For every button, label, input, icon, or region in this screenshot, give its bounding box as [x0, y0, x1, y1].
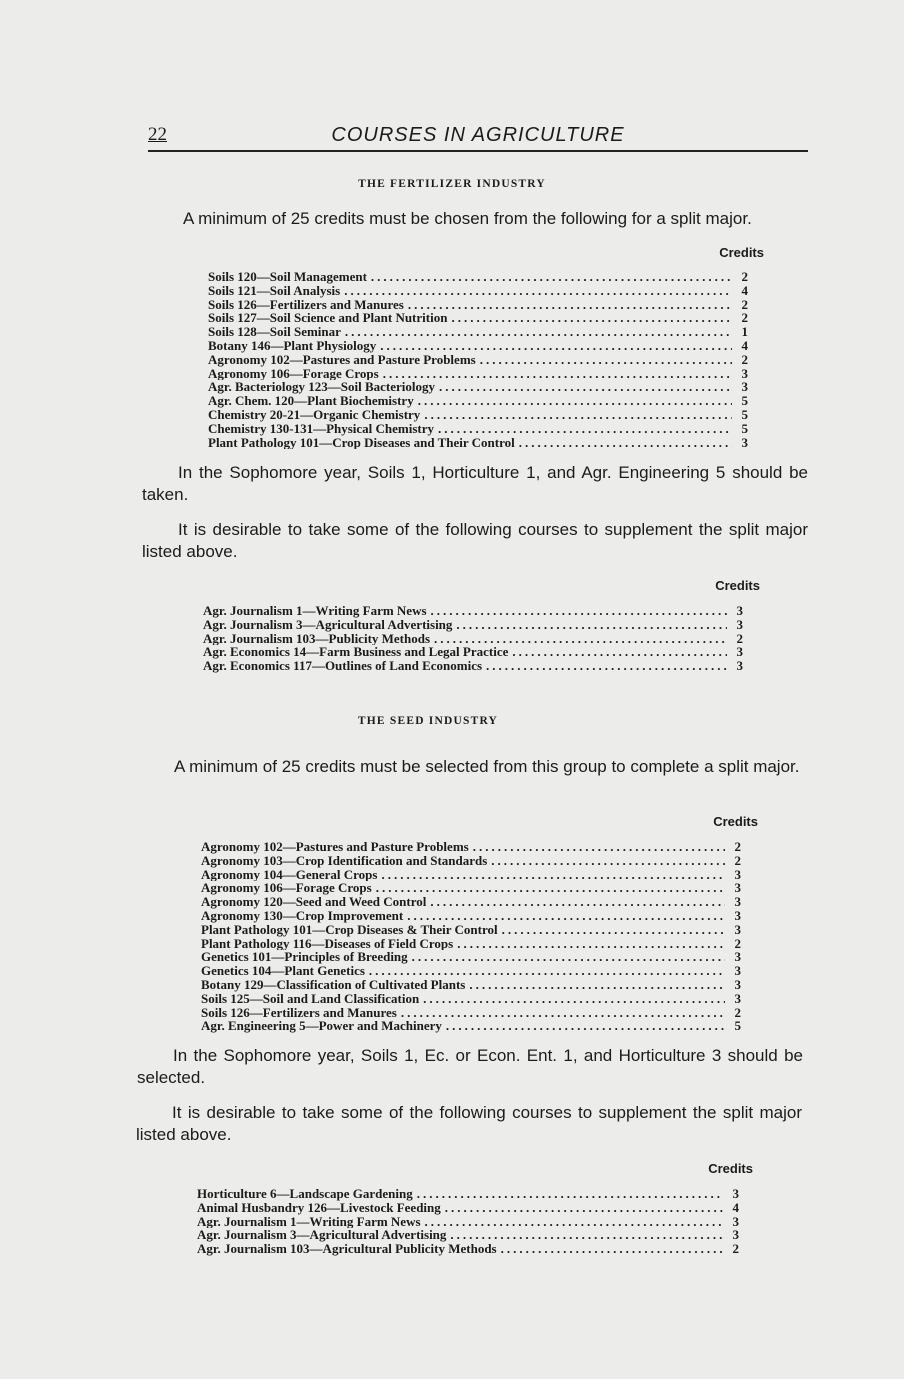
course-name: Horticulture 6—Landscape Gardening	[197, 1187, 413, 1201]
course-name: Agronomy 106—Forage Crops	[208, 366, 379, 381]
course-name: Animal Husbandry 126—Livestock Feeding	[197, 1200, 441, 1215]
course-row	[201, 964, 741, 978]
course-credits: 2	[734, 936, 741, 951]
dot-leader	[407, 909, 725, 923]
course-credits: 3	[734, 881, 741, 896]
course-credits: 2	[736, 631, 743, 646]
dot-leader	[425, 1215, 723, 1229]
course-credits: 3	[741, 435, 748, 450]
course-credits: 2	[732, 1242, 739, 1256]
seed-sophomore-note: In the Sophomore year, Soils 1, Ec. or Econ. Ent. 1, and Horticulture 3 should be selected.	[137, 1046, 803, 1087]
dot-leader	[383, 367, 732, 381]
course-credits: 5	[741, 421, 748, 436]
course-credits: 5	[741, 394, 748, 408]
course-row	[208, 339, 748, 353]
course-row	[208, 270, 748, 284]
dot-leader	[408, 298, 732, 312]
course-row	[208, 284, 748, 298]
course-credits: 3	[734, 867, 741, 882]
course-name: Soils 127—Soil Science and Plant Nutrition	[208, 311, 448, 326]
course-name: Genetics 101—Principles of Breeding	[201, 950, 408, 965]
course-name: Agr. Economics 117—Outlines of Land Economics	[203, 659, 483, 673]
dot-leader	[456, 618, 727, 632]
course-credits: 3	[741, 366, 748, 381]
course-row	[208, 353, 748, 367]
course-row	[197, 1242, 739, 1256]
course-row	[203, 604, 743, 618]
course-name: Soils 128—Soil Seminar	[208, 325, 341, 339]
fertilizer-supplement-list	[203, 604, 743, 673]
dot-leader	[424, 408, 732, 422]
course-name: Agr. Bacteriology 123—Soil Bacteriology	[208, 380, 435, 395]
course-name: Agr. Engineering 5—Power and Machinery	[201, 1019, 442, 1034]
dot-leader	[431, 604, 727, 618]
running-title: COURSES IN AGRICULTURE	[331, 124, 625, 146]
course-name: Plant Pathology 101—Crop Diseases & Their Control	[201, 922, 498, 937]
seed-section-title: THE SEED INDUSTRY	[357, 715, 499, 727]
course-credits: 4	[732, 1200, 739, 1215]
course-name: Agronomy 104—General Crops	[201, 867, 378, 882]
course-credits: 3	[736, 645, 743, 660]
dot-leader	[369, 964, 725, 978]
seed-supplement-list	[197, 1187, 739, 1256]
course-credits: 3	[732, 1228, 739, 1243]
course-name: Agronomy 103—Crop Identification and Standards	[201, 853, 488, 868]
seed-intro: A minimum of 25 credits must be selected from this group to complete a split major.	[174, 757, 800, 776]
dot-leader	[451, 311, 732, 325]
course-row	[203, 632, 743, 646]
course-name: Genetics 104—Plant Genetics	[201, 964, 365, 978]
course-name: Agronomy 102—Pastures and Pasture Problems	[208, 352, 476, 367]
fertilizer-course-list	[208, 270, 748, 449]
dot-leader	[519, 436, 732, 450]
page-number: 22	[148, 124, 167, 145]
course-row	[201, 909, 741, 923]
dot-leader	[371, 270, 732, 284]
course-row	[201, 978, 741, 992]
course-credits: 3	[736, 604, 743, 618]
course-credits: 5	[734, 1019, 741, 1034]
course-name: Botany 129—Classification of Cultivated Plants	[201, 977, 466, 992]
dot-leader	[491, 854, 725, 868]
course-row	[201, 950, 741, 964]
dot-leader	[469, 978, 725, 992]
dot-leader	[445, 1201, 723, 1215]
course-credits: 3	[734, 964, 741, 978]
course-name: Agronomy 106—Forage Crops	[201, 881, 372, 896]
dot-leader	[502, 923, 725, 937]
dot-leader	[486, 659, 727, 673]
course-name: Agr. Journalism 103—Publicity Methods	[203, 631, 431, 646]
course-credits: 2	[741, 352, 748, 367]
course-row	[197, 1201, 739, 1215]
course-name: Agr. Economics 14—Farm Business and Legal Practice	[203, 645, 509, 660]
dot-leader	[480, 353, 732, 367]
dot-leader	[412, 950, 725, 964]
course-name: Agr. Journalism 3—Agricultural Advertising	[197, 1228, 447, 1243]
course-name: Agr. Journalism 103—Agricultural Publicity Methods	[197, 1242, 497, 1256]
dot-leader	[446, 1019, 725, 1033]
course-credits: 3	[734, 991, 741, 1006]
dot-leader	[381, 868, 725, 882]
course-credits: 2	[741, 270, 748, 284]
seed-course-list	[201, 840, 741, 1033]
dot-leader	[417, 1187, 723, 1201]
dot-leader	[401, 1006, 725, 1020]
course-name: Soils 120—Soil Management	[208, 270, 367, 284]
fertilizer-credits-header: Credits	[719, 245, 764, 260]
course-credits: 4	[741, 338, 748, 353]
course-name: Chemistry 130-131—Physical Chemistry	[208, 421, 435, 436]
dot-leader	[439, 380, 732, 394]
course-row	[201, 1006, 741, 1020]
fertilizer-supplement-credits-header: Credits	[715, 578, 760, 593]
course-name: Soils 125—Soil and Land Classification	[201, 991, 420, 1006]
course-name: Plant Pathology 116—Diseases of Field Crops	[201, 936, 454, 951]
dot-leader	[430, 895, 725, 909]
course-name: Agr. Journalism 1—Writing Farm News	[203, 604, 427, 618]
course-credits: 3	[734, 977, 741, 992]
dot-leader	[344, 284, 732, 298]
dot-leader	[501, 1242, 723, 1256]
course-row	[201, 881, 741, 895]
seed-credits-header: Credits	[713, 814, 758, 829]
fertilizer-sophomore-note: In the Sophomore year, Soils 1, Horticulture 1, and Agr. Engineering 5 should be taken.	[142, 463, 808, 504]
course-row	[208, 408, 748, 422]
dot-leader	[457, 937, 725, 951]
course-row	[208, 394, 748, 408]
fertilizer-section-title: THE FERTILIZER INDUSTRY	[358, 178, 546, 190]
course-row	[203, 659, 743, 673]
dot-leader	[434, 632, 727, 646]
seed-supplement-credits-header: Credits	[708, 1161, 753, 1176]
dot-leader	[418, 394, 732, 408]
course-row	[208, 298, 748, 312]
course-credits: 2	[741, 297, 748, 312]
course-credits: 3	[734, 922, 741, 937]
course-row	[201, 1019, 741, 1033]
course-row	[201, 895, 741, 909]
course-row	[208, 380, 748, 394]
course-name: Soils 121—Soil Analysis	[208, 283, 341, 298]
course-name: Agr. Chem. 120—Plant Biochemistry	[208, 394, 414, 408]
course-row	[208, 311, 748, 325]
course-row	[197, 1215, 739, 1229]
course-credits: 2	[734, 1005, 741, 1020]
course-credits: 2	[734, 840, 741, 854]
dot-leader	[512, 645, 727, 659]
dot-leader	[345, 325, 732, 339]
dot-leader	[380, 339, 732, 353]
course-row	[201, 840, 741, 854]
course-credits: 1	[741, 325, 748, 339]
course-credits: 2	[741, 311, 748, 326]
course-credits: 3	[732, 1187, 739, 1201]
course-credits: 2	[734, 853, 741, 868]
page-header	[148, 124, 808, 152]
course-row	[201, 923, 741, 937]
fertilizer-intro: A minimum of 25 credits must be chosen from the following for a split major.	[183, 209, 752, 228]
course-credits: 3	[734, 895, 741, 909]
course-row	[201, 854, 741, 868]
course-credits: 3	[732, 1214, 739, 1229]
course-credits: 3	[734, 950, 741, 965]
course-name: Soils 126—Fertilizers and Manures	[208, 297, 404, 312]
course-name: Agronomy 120—Seed and Weed Control	[201, 895, 427, 909]
course-name: Agr. Journalism 3—Agricultural Advertising	[203, 617, 453, 632]
course-credits: 5	[741, 407, 748, 422]
dot-leader	[376, 881, 725, 895]
course-name: Agronomy 102—Pastures and Pasture Problems	[201, 840, 469, 854]
course-row	[208, 367, 748, 381]
course-name: Plant Pathology 101—Crop Diseases and Their Control	[208, 435, 515, 450]
course-row	[197, 1187, 739, 1201]
dot-leader	[423, 992, 725, 1006]
course-credits: 3	[741, 380, 748, 395]
course-credits: 3	[736, 617, 743, 632]
course-row	[208, 436, 748, 450]
course-row	[203, 645, 743, 659]
course-name: Agr. Journalism 1—Writing Farm News	[197, 1214, 421, 1229]
course-row	[197, 1228, 739, 1242]
course-row	[208, 325, 748, 339]
dot-leader	[438, 422, 732, 436]
course-name: Botany 146—Plant Physiology	[208, 338, 377, 353]
course-name: Soils 126—Fertilizers and Manures	[201, 1005, 397, 1020]
course-name: Agronomy 130—Crop Improvement	[201, 908, 404, 923]
course-credits: 3	[734, 908, 741, 923]
course-name: Chemistry 20-21—Organic Chemistry	[208, 407, 421, 422]
course-credits: 3	[736, 659, 743, 673]
course-row	[201, 868, 741, 882]
dot-leader	[473, 840, 725, 854]
seed-supplement-note: It is desirable to take some of the following courses to supplement the split major listed above.	[136, 1103, 802, 1144]
course-row	[201, 992, 741, 1006]
fertilizer-supplement-note: It is desirable to take some of the following courses to supplement the split major listed above.	[142, 520, 808, 561]
course-row	[208, 422, 748, 436]
course-row	[201, 937, 741, 951]
course-row	[203, 618, 743, 632]
dot-leader	[450, 1228, 723, 1242]
course-credits: 4	[741, 283, 748, 298]
